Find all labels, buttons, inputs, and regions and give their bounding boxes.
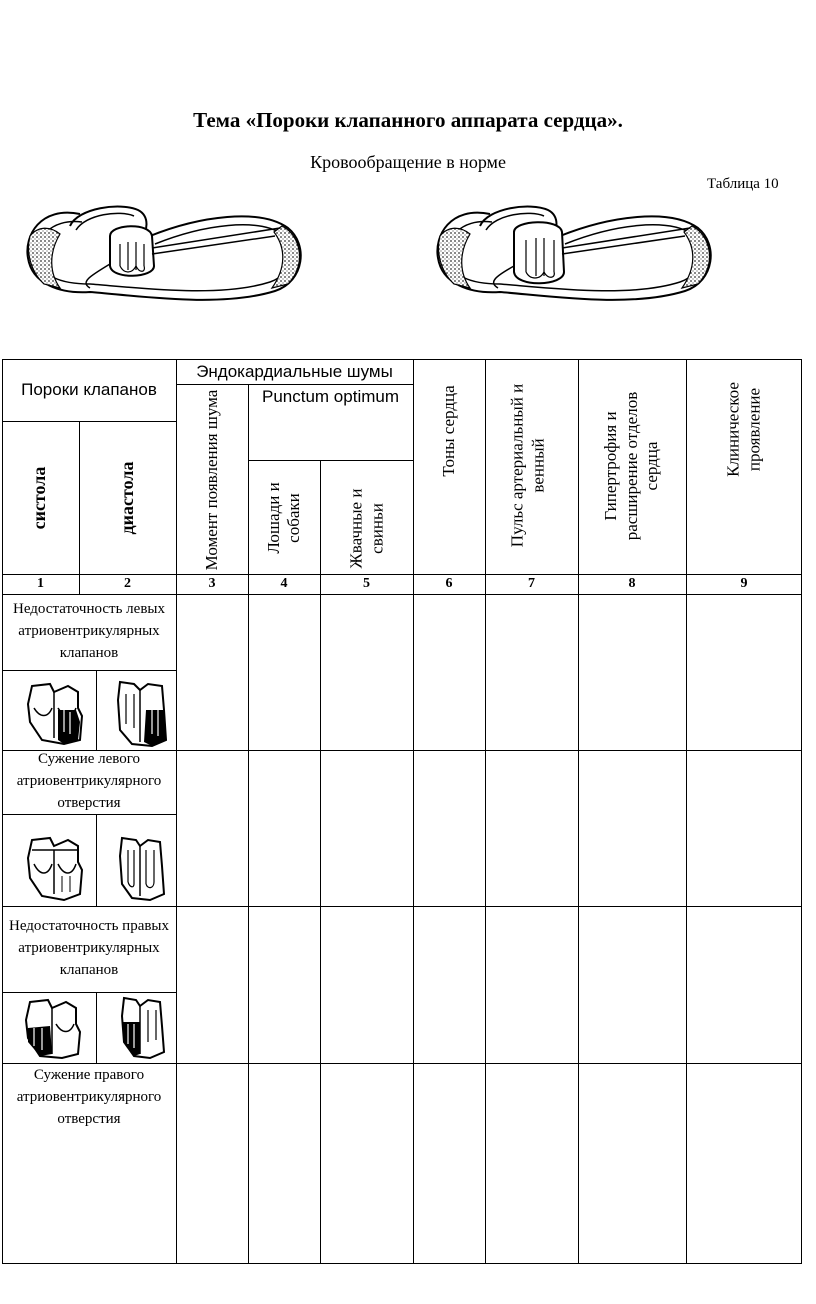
column-number: 8 <box>628 576 636 592</box>
column-number: 6 <box>445 576 453 592</box>
header-punctum-optimum: Punctum optimum <box>262 387 399 407</box>
circulation-diagram-icon <box>430 196 720 311</box>
row-label-left-stenosis: Сужение левого атриовентрикулярного отверстия <box>16 751 162 811</box>
page-title: Тема «Пороки клапанного аппарата сердца». <box>193 108 623 132</box>
header-endocardial-murmurs: Эндокардиальные шумы <box>196 361 393 381</box>
column-number: 5 <box>363 576 370 592</box>
table-number-label: Таблица 10 <box>707 176 779 192</box>
column-number: 2 <box>124 576 131 592</box>
header-clinical: Клиническое проявление <box>723 382 763 477</box>
header-hypertrophy: Гипертрофия и расширение отделов сердца <box>601 391 662 541</box>
column-number: 9 <box>740 576 748 592</box>
heart-section-icon <box>24 836 86 902</box>
row-label-right-insufficiency: Недостаточность правых атриовентрикулярных клапанов <box>8 918 170 978</box>
heart-section-icon <box>116 836 166 902</box>
row-label-right-stenosis: Сужение правого атриовентрикулярного отверстия <box>16 1067 162 1127</box>
column-number: 3 <box>208 576 216 592</box>
header-horses-dogs: Лошади и собаки <box>263 482 303 554</box>
heart-section-icon <box>118 682 166 746</box>
header-valve-defects: Пороки клапанов <box>21 380 157 400</box>
header-pulse: Пульс артериальный и венный <box>507 383 547 548</box>
circulation-diagram-icon <box>20 196 310 311</box>
column-number: 1 <box>37 576 44 592</box>
page-subtitle: Кровообращение в норме <box>310 152 506 172</box>
column-number: 7 <box>528 576 535 592</box>
header-murmur-moment: Момент появления шума <box>201 389 221 571</box>
row-label-left-insufficiency: Недостаточность левых атриовентрикулярных клапанов <box>13 601 165 661</box>
heart-section-icon <box>24 682 86 746</box>
header-systole: систола <box>29 466 50 530</box>
heart-section-icon <box>118 996 166 1060</box>
header-diastole: диастола <box>117 461 138 535</box>
column-number: 4 <box>280 576 288 592</box>
heart-section-icon <box>24 998 84 1060</box>
header-heart-sounds: Тоны сердца <box>438 385 458 477</box>
header-ruminants-pigs: Жвачные и свиньи <box>346 488 386 569</box>
